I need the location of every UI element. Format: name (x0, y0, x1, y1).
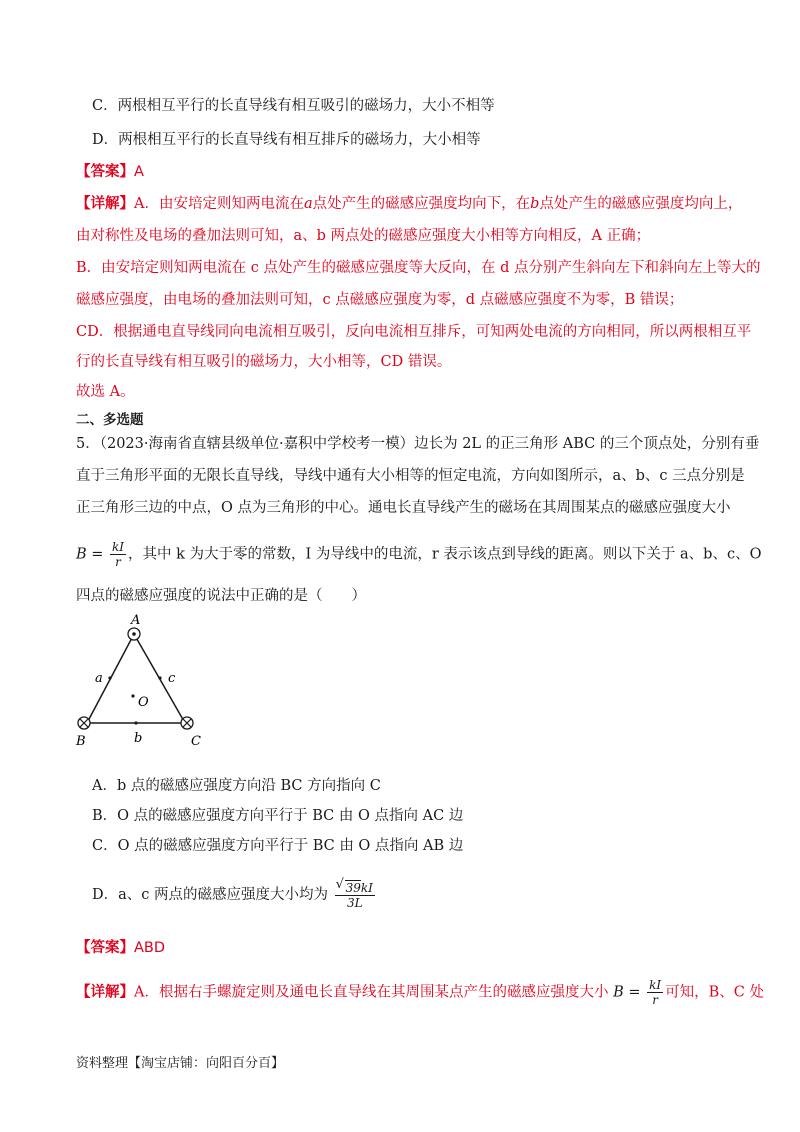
answer-value: ABD (134, 940, 166, 956)
detail-4-line-2: 由对称性及电场的叠加法则可知，a、b 两点处的磁感应强度大小相等方向相反，A 正确； (76, 228, 651, 244)
answer-value: A (134, 164, 144, 180)
label-b: b (134, 731, 143, 746)
detail-4-line-1 (76, 194, 742, 214)
option-5a: A．b 点的磁感应强度方向沿 BC 方向指向 C (92, 778, 381, 794)
label-A: A (131, 613, 141, 628)
detail-text: 点处产生的磁感应强度均向上， (539, 196, 743, 212)
page-footer: 资料整理【淘宝店铺：向阳百分百】 (76, 1056, 285, 1071)
point-c-dot (158, 676, 161, 679)
formula-fraction (647, 978, 663, 1007)
fraction-numerator (335, 880, 375, 896)
current-in-icon-c (181, 717, 193, 729)
detail-text: 可知，B、C 处 (665, 984, 764, 1001)
point-label: a (303, 196, 313, 212)
detail-text: A．根据右手螺旋定则及通电长直导线在其周围某点产生的磁感应强度大小 (134, 984, 609, 1001)
detail-text: A．由安培定则知两电流在 (134, 196, 304, 212)
q5-line-5: 四点的磁感应强度的说法中正确的是（ ） (76, 588, 366, 604)
current-in-icon-b (78, 717, 90, 729)
answer-4 (76, 162, 144, 182)
numerator-rest: kI (360, 881, 373, 895)
point-b-dot (134, 721, 137, 724)
option-text: D．a、c 两点的磁感应强度大小均为 (92, 887, 328, 903)
option-5c: C．O 点的磁感应强度方向平行于 BC 由 O 点指向 AB 边 (92, 838, 464, 854)
answer-5 (76, 938, 165, 958)
q5-line-2: 直于三角形平面的无限长直导线，导线中通有大小相等的恒定电流，方向如图所示，a、b、c 三点分别是 (76, 468, 745, 484)
q5-line-3: 正三角形三边的中点，O 点为三角形的中心。通电长直导线产生的磁场在其周围某点的磁感应强度大小 (76, 500, 731, 516)
label-O: O (138, 695, 149, 710)
fraction-numerator: kI (649, 978, 662, 992)
option-5d (92, 880, 377, 910)
option-d-fraction (335, 880, 375, 910)
detail-text: 点处产生的磁感应强度均向下，在 (312, 196, 531, 212)
q5-line-4 (76, 540, 761, 569)
point-o-dot (131, 694, 134, 697)
detail-4-line-5: CD．根据通电直导线同向电流相互吸引，反向电流相互排斥，可知两处电流的方向相同，所以两根相互平 (76, 324, 752, 340)
label-a: a (95, 671, 103, 686)
fraction-denominator: 3L (346, 896, 363, 910)
option-d-prev: D．两根相互平行的长直导线有相互排斥的磁场力，大小相等 (92, 132, 481, 148)
section-heading: 二、多选题 (76, 412, 144, 428)
answer-tag: 【答案】 (76, 163, 134, 180)
detail-4-line-3: B．由安培定则知两电流在 c 点处产生的磁感应强度等大反向，在 d 点分别产生斜向左下和斜向左上等大的 (76, 260, 761, 276)
detail-tag: 【详解】 (76, 983, 134, 1001)
answer-tag: 【答案】 (76, 939, 134, 956)
label-C: C (191, 734, 201, 749)
detail-4-line-6: 行的长直导线有相互吸引的磁场力，大小相等，CD 错误。 (76, 354, 452, 370)
option-5b: B．O 点的磁感应强度方向平行于 BC 由 O 点指向 AC 边 (92, 808, 464, 824)
q5-line-1: 5．（2023·海南省直辖县级单位·嘉积中学校考一模）边长为 2L 的正三角形 ABC 的三个顶点处，分别有垂 (76, 436, 760, 452)
detail-5-line-1 (76, 978, 764, 1007)
formula-lhs: B = (613, 984, 641, 1001)
current-out-icon (128, 628, 140, 640)
point-label: b (530, 196, 540, 212)
fraction-denominator: r (652, 993, 658, 1007)
q5-text: ，其中 k 为大于零的常数，I 为导线中的电流，r 表示该点到导线的距离。则以下关于 a、b、c、O (128, 546, 762, 563)
option-c-prev: C．两根相互平行的长直导线有相互吸引的磁场力，大小不相等 (92, 98, 495, 114)
detail-4-line-7: 故选 A。 (76, 384, 135, 400)
fraction-denominator: r (115, 555, 121, 569)
point-a-dot (108, 676, 111, 679)
sqrt-radicand: √ 39 (345, 880, 361, 895)
triangle-figure (70, 612, 210, 752)
formula-fraction (110, 540, 126, 569)
label-B: B (76, 734, 86, 749)
detail-4-line-4: 磁感应强度，由电场的叠加法则可知，c 点磁感应强度为零，d 点磁感应强度不为零，B 错误； (76, 292, 684, 308)
label-c: c (168, 671, 176, 686)
formula-lhs: B = (76, 546, 104, 563)
fraction-numerator: kI (112, 540, 125, 554)
detail-tag: 【详解】 (76, 195, 134, 212)
